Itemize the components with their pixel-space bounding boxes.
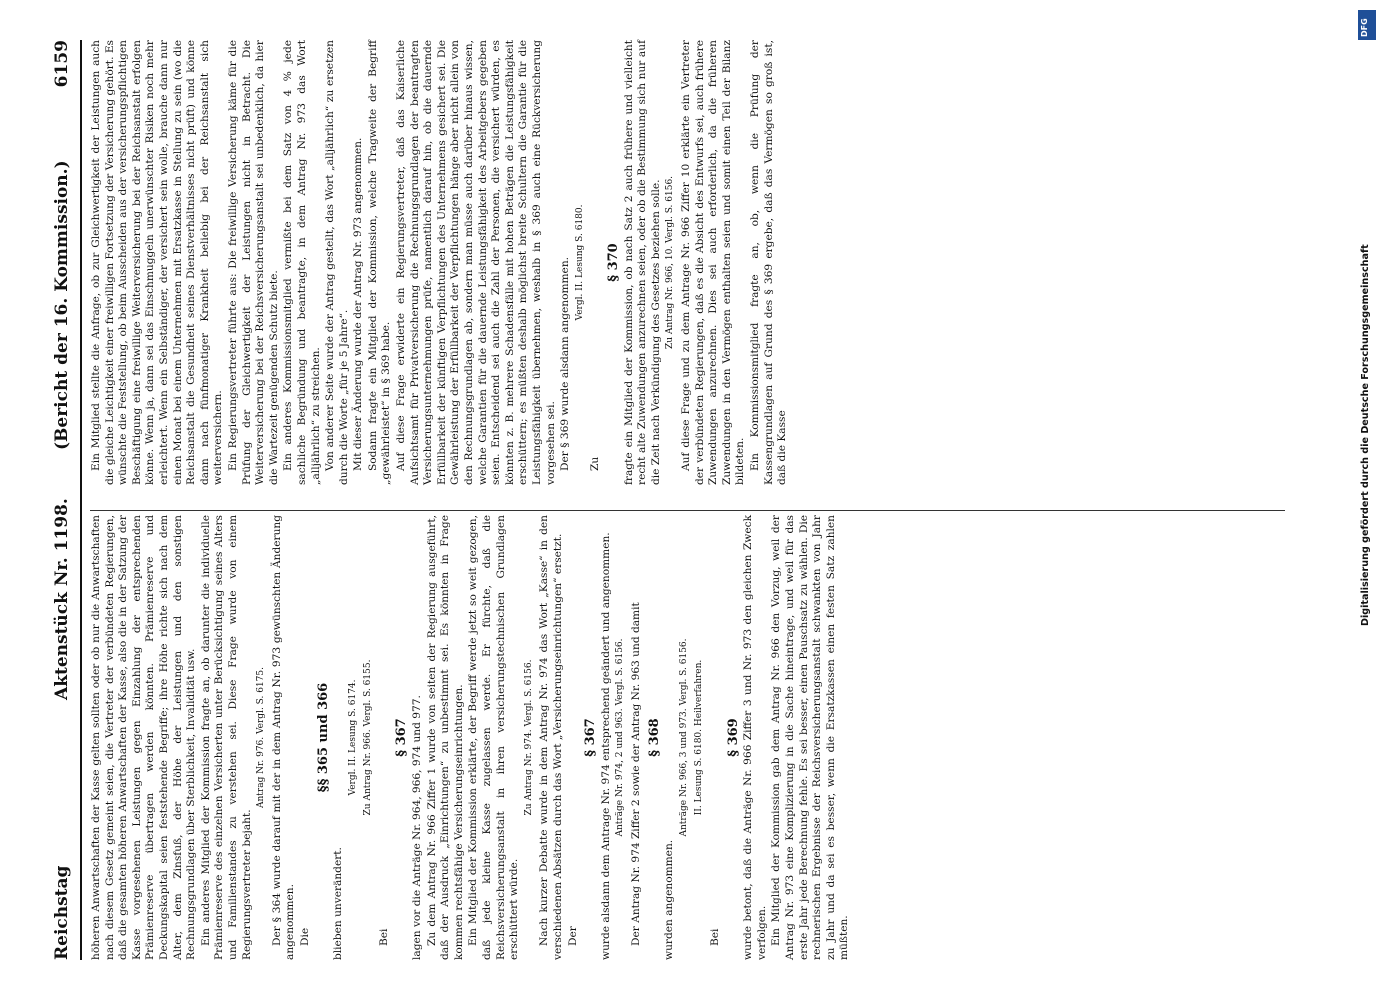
digitization-credit: Digitalisierung gefördert durch die Deutsche Forschungsgemeinschaft xyxy=(1360,244,1371,626)
reference-note: II. Lesung S. 6180. Heilverfahren. xyxy=(694,659,705,816)
section-heading: §§ 365 und 366 xyxy=(315,682,331,793)
paragraph: Der xyxy=(566,926,579,946)
left-column xyxy=(90,515,853,960)
paragraph: Ein Mitglied der Kommission erklärte, der Begriff werde jetzt so weit gezogen, daß jede kleine Kasse zugelassen werde. Er fürchte, daß die Reichsversicherungsanstalt in ihren versicherungstechnischen Grundlagen erschüttert würde. xyxy=(467,515,521,960)
paragraph: lagen vor die Anträge Nr. 964, 966, 974 und 977. xyxy=(411,695,424,960)
reference-note: Vergl. II. Lesung S. 6174. xyxy=(347,679,358,796)
paragraph: wurde alsdann dem Antrage Nr. 974 entsprechend geändert und angenommen. xyxy=(599,532,612,960)
header-left: Reichstag xyxy=(52,865,72,960)
paragraph: Ein Regierungsvertreter führte aus: Die freiwillige Versicherung käme für die Prüfung der Gleichwertigkeit der Leistungen nicht in Betracht. Die Weiterversicherung bei der Reichsversicherungsanstalt sei unbedenklich, da hier die Wartezeit genügenden Schutz biete. xyxy=(226,40,280,485)
paragraph: höheren Anwartschaften der Kasse gelten sollten oder ob nur die Anwartschaften nach diesem Gesetz gemeint seien, die Vertreter der verbündeten Regierungen, daß die gesamten höheren Anwartschaften der Kasse, also die in der Satzung der Kasse vorgesehenen Leistungen gegen Einzahlung der entsprechenden Prämienreserve übertragen werden könnten. Prämienreserve und Deckungskapital seien feststehende Begriffe; ihre Höhe richte sich nach dem Alter, dem Zinsfuß, der Höhe der Leistungen und den sonstigen Rechnungsgrundlagen über Sterblichkeit, Invalidität usw. xyxy=(90,515,198,960)
section-heading: § 370 xyxy=(605,243,621,282)
paragraph: Bei xyxy=(708,928,721,946)
rotated-document xyxy=(40,0,1340,1000)
paragraph: Ein Mitglied der Kommission gab dem Antrag Nr. 966 den Vorzug, weil der Antrag Nr. 973 eine Komplizierung in die Sache hineintrage, und weil für das erste Jahr jede Berechnung fehle. Es sei besser, einen Pauschsatz zu wählen. Die rechnerischen Ergebnisse der Reichsversicherungsanstalt schwankten von Jahr zu Jahr und da sei es besser, wenn die Ersatzkassen einen festen Satz zahlen müßten. xyxy=(770,515,851,960)
reference-note: Anträge Nr. 966, 3 und 973. Vergl. S. 6156. xyxy=(678,638,689,837)
reference-note: Vergl. II. Lesung S. 6180. xyxy=(574,204,585,321)
paragraph: Auf diese Frage erwiderte ein Regierungsvertreter, daß das Kaiserliche Aufsichtsamt für Privatversicherung die Rechnungsgrundlagen der beantragten Versicherungsunternehmungen prüfe, namentlich darauf hin, ob die dauernde Erfüllbarkeit der künftigen Verpflichtungen des Unternehmens gesichert sei. Die Gewährleistung der Erfüllbarkeit der Verpflichtungen hänge aber nicht allein von den Rechnungsgrundlagen ab, sondern man müsse auch darüber hinaus wissen, welche Garantien für die dauernde Leistungsfähigkeit des Arbeitgebers gegeben seien. Entscheidend sei auch die Zahl der Personen, die versichert würden, es könnten z. B. mehrere Schadensfälle mit hohen Beträgen die Leistungsfähigkeit erschüttern; es müßten deshalb möglichst breite Schultern die Garantie für die Leistungsfähigkeit übernehmen, weshalb in § 369 auch eine Rückversicherung vorgesehen sei. xyxy=(395,40,557,485)
paragraph: Der § 369 wurde alsdann angenommen. xyxy=(559,256,572,471)
paragraph: blieben unverändert. xyxy=(332,847,345,960)
digitization-sidebar xyxy=(1357,10,1379,990)
header-rule xyxy=(80,40,82,960)
reference-note: Anträge Nr. 974, 2 und 963. Vergl. S. 6156. xyxy=(615,638,626,837)
reference-note: Zu Antrag Nr. 966. Vergl. S. 6155. xyxy=(363,659,374,816)
section-heading: § 367 xyxy=(394,718,410,757)
paragraph: Sodann fragte ein Mitglied der Kommission, welche Tragweite der Begriff „gewährleistet“ in § 369 habe. xyxy=(366,40,393,485)
section-heading: § 368 xyxy=(646,718,662,757)
paragraph: Auf diese Frage und zu dem Antrage Nr. 966 Ziffer 10 erklärte ein Vertreter der verbündeten Regierungen, daß es die Absicht des Entwurfs sei, auch frühere Zuwendungen anzurechnen. Dies sei auch erforderlich, da die früheren Zuwendungen in den Vermögen enthalten seien und somit einen Teil der Bilanz bildeten. xyxy=(679,40,747,485)
page-number: 6159 xyxy=(52,40,72,88)
paragraph: wurde betont, daß die Anträge Nr. 966 Ziffer 3 und Nr. 973 den gleichen Zweck verfolgen. xyxy=(742,515,768,960)
running-header xyxy=(50,40,80,960)
paragraph: Zu xyxy=(589,456,602,471)
paragraph: Ein Mitglied stellte die Anfrage, ob zur Gleichwertigkeit der Leistungen auch die gleiche Leichtigkeit einer freiwilligen Fortsetzung der Versicherung gehört. Es wünschte die Feststellung, ob beim Ausscheiden aus der versicherungspflichtigen Beschäftigung eine freiwillige Weiterversicherung bei der Reichsanstalt erfolgen könne. Wenn ja, dann sei das Einschmuggeln unerwünschter Risiken noch mehr erleichtert. Wenn ein Selbständiger, der versichert sein wolle, brauche dann nur einen Monat bei einem Unternehmen mit Ersatzkasse in Stellung zu sein (wo die Reichsanstalt die Gesundheit seines Dienstverhältnisses nicht prüft) und könne dann nach fünfmonatiger Krankheit beliebig bei der Reichsanstalt sich weiterversichern. xyxy=(90,40,225,485)
paragraph: Ein Kommissionsmitglied fragte an, ob, wenn die Prüfung der Kassengrundlagen auf Grund des § 369 ergebe, daß das Vermögen so groß ist, daß die Kasse xyxy=(748,40,789,485)
dfg-logo xyxy=(1358,10,1376,40)
section-heading: § 369 xyxy=(725,718,741,757)
paragraph: Nach kurzer Debatte wurde in dem Antrag Nr. 974 das Wort „Kasse“ in den verschiedenen Absätzen durch das Wort „Versicherungseinrichtungen“ ersetzt. xyxy=(538,515,564,960)
paragraph: Ein anderes Kommissionsmitglied vermißte bei dem Satz von 4 % jede sachliche Begründung und beantragte, in dem Antrag Nr. 973 das Wort „alljährlich“ zu streichen. xyxy=(282,40,322,485)
paragraph: Die xyxy=(298,927,311,946)
paragraph: Mit dieser Änderung wurde der Antrag Nr. 973 angenommen. xyxy=(352,137,365,471)
column-divider xyxy=(90,510,1285,511)
paragraph: Bei xyxy=(377,928,390,946)
paragraph: Zu dem Antrag Nr. 966 Ziffer 1 wurde von seiten der Regierung ausgeführt, daß der Ausdruck „Einrichtungen“ zu unbestimmt sei. Es könnten in Frage kommen rechtsfähige Versicherungseinrichtungen. xyxy=(425,515,465,960)
paragraph: fragte ein Mitglied der Kommission, ob nach Satz 2 auch frühere und vielleicht recht alte Zuwendungen anzurechnen seien, oder ob die Bestimmung sich nur auf die Zeit nach Verkündigung des Gesetzes beziehen solle. xyxy=(622,40,662,485)
paragraph: Der Antrag Nr. 974 Ziffer 2 sowie der Antrag Nr. 963 und damit xyxy=(629,602,642,946)
reference-note: Zu Antrag Nr. 966, 10. Vergl. S. 6156. xyxy=(665,175,676,350)
dfg-logo-text: DFG xyxy=(1360,18,1369,37)
paragraph: Ein anderes Mitglied der Kommission fragte an, ob darunter die individuelle Prämienreserve des einzelnen Versicherten unter Berücksichtigung seines Alters und Familienstandes zu verstehen sei. Diese Frage wurde von einem Regierungsvertreter bejaht. xyxy=(199,515,253,960)
paragraph: Von anderer Seite wurde der Antrag gestellt, das Wort „alljährlich“ zu ersetzen durch die Worte „für je 5 Jahre“. xyxy=(324,40,350,485)
right-column xyxy=(90,40,791,485)
header-document-number: Aktenstück Nr. 1198. xyxy=(52,498,72,700)
section-heading: § 367 xyxy=(583,718,599,757)
header-report-title: (Bericht der 16. Kommission.) xyxy=(52,160,72,450)
reference-note: Zu Antrag Nr. 974. Vergl. S. 6156. xyxy=(523,659,534,816)
reference-note: Antrag Nr. 976. Vergl. S. 6175. xyxy=(256,667,267,809)
paragraph: wurden angenommen. xyxy=(663,839,676,960)
paragraph: Der § 364 wurde darauf mit der in dem Antrag Nr. 973 gewünschten Änderung angenommen. xyxy=(270,515,297,960)
